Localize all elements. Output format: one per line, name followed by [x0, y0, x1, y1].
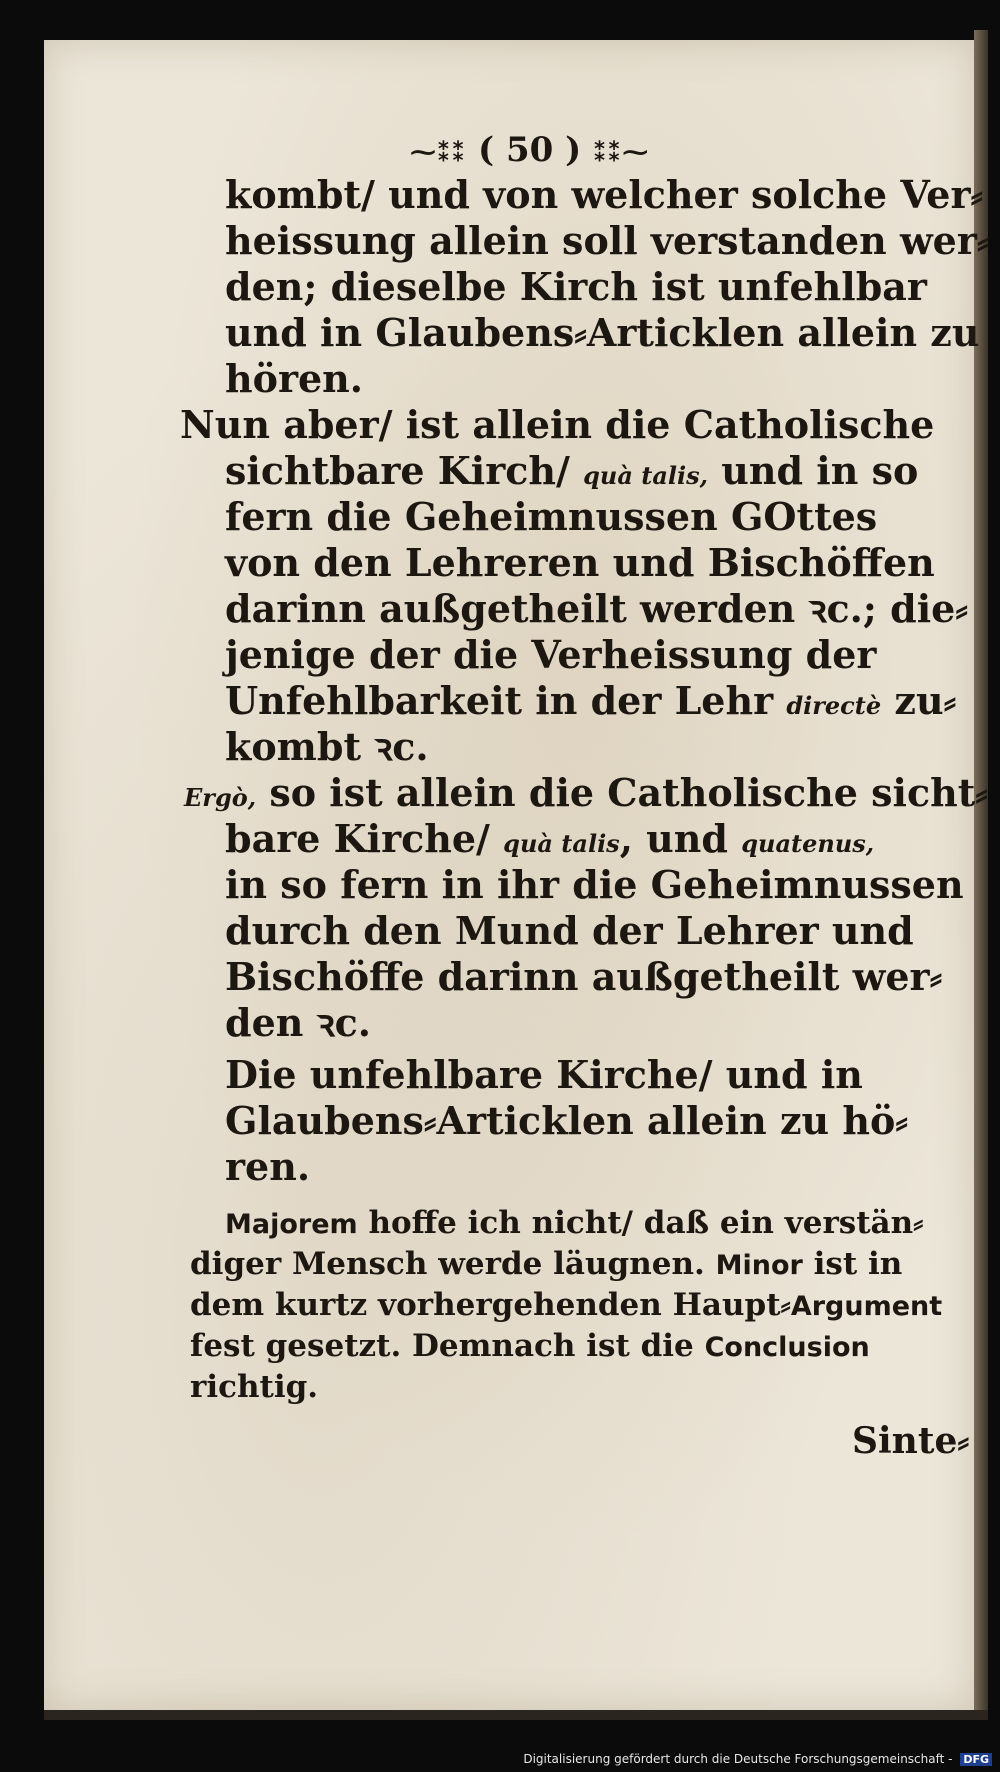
text-line: Die unfehlbare Kirche/ und in: [225, 1052, 863, 1097]
page-bottom-edge: [44, 1710, 988, 1720]
footer-text: Digitalisierung gefördert durch die Deutsche Forschungsgemeinschaft -: [523, 1752, 953, 1766]
text-line: ren.: [225, 1144, 311, 1189]
text-line: [225, 816, 874, 867]
text-line: hören.: [225, 356, 364, 401]
latin-term: Argument: [790, 1291, 943, 1322]
text-line: richtig.: [190, 1369, 319, 1405]
text-line: Bischöffe darinn außgetheilt wer⸗: [225, 954, 943, 999]
text-line: von den Lehreren und Bischöffen: [225, 540, 935, 585]
latin-phrase: quatenus,: [741, 829, 875, 858]
text-line: Nun aber/ ist allein die Catholische: [180, 402, 935, 447]
page-number: ( 50 ): [478, 130, 582, 170]
page-right-edge: [974, 30, 988, 1720]
text-line: [190, 1328, 870, 1364]
text-segment: bare Kirche/: [225, 816, 490, 861]
text-line: durch den Mund der Lehrer und: [225, 908, 914, 953]
latin-term: Conclusion: [704, 1332, 870, 1363]
text-segment: , und: [619, 816, 728, 861]
text-line: [225, 448, 918, 499]
latin-phrase: quà talis: [503, 829, 620, 858]
text-segment: hoffe ich nicht/ daß ein verstän⸗: [368, 1205, 924, 1241]
text-line: den ꝛc.: [225, 1000, 371, 1045]
text-line: darinn außgetheilt werden ꝛc.; die⸗: [225, 586, 968, 631]
text-segment: diger Mensch werde läugnen.: [190, 1246, 705, 1282]
dfg-logo: DFG: [960, 1753, 992, 1766]
text-line: heissung allein soll verstanden wer⸗: [225, 218, 990, 263]
latin-phrase: directè: [786, 691, 882, 720]
text-line: in so fern in ihr die Geheimnussen: [225, 862, 964, 907]
text-segment: dem kurtz vorhergehenden Haupt⸗: [190, 1287, 791, 1323]
text-line: [225, 1205, 924, 1241]
right-ornament: ⁑⁑⁓: [593, 138, 650, 168]
text-line: den; dieselbe Kirch ist unfehlbar: [225, 264, 927, 309]
text-line: [190, 1246, 902, 1282]
text-line: kombt ꝛc.: [225, 724, 429, 769]
text-line: fern die Geheimnussen GOttes: [225, 494, 878, 539]
text-segment: zu⸗: [894, 678, 957, 723]
page-header: [410, 130, 649, 170]
text-segment: Unfehlbarkeit in der Lehr: [225, 678, 774, 723]
text-segment: so ist allein die Catholische sicht⸗: [269, 770, 988, 815]
text-line: [184, 770, 988, 821]
left-ornament: ⁓⁑⁑: [410, 138, 467, 168]
text-line: jenige der die Verheissung der: [225, 632, 877, 677]
latin-term: Majorem: [225, 1209, 358, 1240]
latin-term: Minor: [715, 1250, 803, 1281]
latin-phrase: quà talis,: [583, 461, 709, 490]
text-segment: ist in: [813, 1246, 903, 1282]
text-line: Glaubens⸗Articklen allein zu hö⸗: [225, 1098, 909, 1143]
text-line: und in Glaubens⸗Articklen allein zu: [225, 310, 980, 355]
text-line: kombt/ und von welcher solche Ver⸗: [225, 172, 984, 217]
text-line: [225, 678, 956, 729]
text-segment: fest gesetzt. Demnach ist die: [190, 1328, 694, 1364]
latin-phrase: Ergò,: [184, 783, 257, 812]
text-segment: und in so: [721, 448, 919, 493]
text-line: [190, 1287, 942, 1323]
text-segment: sichtbare Kirch/: [225, 448, 570, 493]
catchword: Sinte⸗: [852, 1420, 970, 1462]
digitization-footer: [523, 1752, 992, 1766]
